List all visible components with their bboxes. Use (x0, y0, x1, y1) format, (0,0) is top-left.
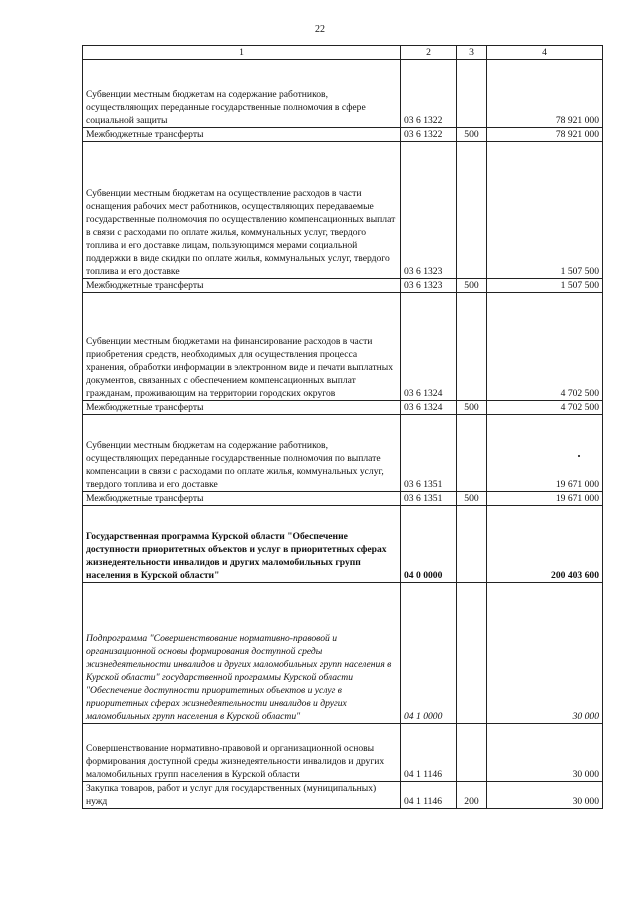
table-header-row (83, 46, 603, 60)
table-row (83, 782, 603, 809)
table-row (83, 293, 603, 401)
column-header-name: 1 (83, 46, 401, 60)
column-header-amount: 4 (487, 46, 603, 60)
row-name: Государственная программа Курской области "Обеспечение доступности приоритетных объектов и услуг в приоритетных сферах жизнедеятельности инвалидов и других маломобильных групп населения в Курской области" (83, 506, 401, 583)
row-type: 200 (457, 782, 487, 809)
row-code: 03 6 1323 (401, 279, 457, 293)
row-amount: 1 507 500 (487, 279, 603, 293)
row-code: 03 6 1351 (401, 492, 457, 506)
row-type (457, 60, 487, 128)
budget-table (82, 45, 603, 809)
row-amount: 30 000 (487, 583, 603, 724)
row-name: Межбюджетные трансферты (83, 279, 401, 293)
column-header-code: 2 (401, 46, 457, 60)
table-row (83, 583, 603, 724)
row-code: 03 6 1351 (401, 415, 457, 492)
row-type: 500 (457, 492, 487, 506)
row-name: Субвенции местным бюджетам на содержание работников, осуществляющих переданные государственные полномочия в сфере социальной защиты (83, 60, 401, 128)
row-name: Субвенции местным бюджетам на осуществление расходов в части оснащения рабочих мест работников, осуществляющих передаваемые государственные полномочия по осуществлению компенсационных выплат в связи с расходами по оплате жилья, коммунальных услуг, твердого топлива и его доставке лицам, пользующимся мерами социальной поддержки в виде скидки по оплате жилья, коммунальных услуг, твердого топлива и его доставке (83, 142, 401, 279)
row-amount: 30 000 (487, 782, 603, 809)
row-amount: 19 671 000 (487, 492, 603, 506)
row-name: Закупка товаров, работ и услуг для государственных (муниципальных) нужд (83, 782, 401, 809)
row-name: Межбюджетные трансферты (83, 492, 401, 506)
row-type (457, 415, 487, 492)
table-row (83, 724, 603, 782)
row-type (457, 142, 487, 279)
table-row (83, 401, 603, 415)
row-code: 03 6 1322 (401, 128, 457, 142)
row-amount: 19 671 000 (487, 415, 603, 492)
row-name: Межбюджетные трансферты (83, 401, 401, 415)
row-code: 04 1 0000 (401, 583, 457, 724)
table-row (83, 142, 603, 279)
row-type (457, 583, 487, 724)
table-row (83, 492, 603, 506)
table-row (83, 60, 603, 128)
row-type (457, 724, 487, 782)
row-name: Совершенствование нормативно-правовой и организационной основы формирования доступной среды жизнедеятельности инвалидов и других маломобильных групп населения в Курской области (83, 724, 401, 782)
row-type: 500 (457, 128, 487, 142)
table-row (83, 506, 603, 583)
row-code: 03 6 1323 (401, 142, 457, 279)
row-type (457, 293, 487, 401)
row-type: 500 (457, 279, 487, 293)
row-amount: 78 921 000 (487, 128, 603, 142)
column-header-type: 3 (457, 46, 487, 60)
row-amount: 78 921 000 (487, 60, 603, 128)
row-amount: 1 507 500 (487, 142, 603, 279)
row-code: 04 1 1146 (401, 724, 457, 782)
table-row (83, 128, 603, 142)
row-amount: 30 000 (487, 724, 603, 782)
scan-mark (578, 455, 580, 457)
table-row (83, 415, 603, 492)
row-code: 04 1 1146 (401, 782, 457, 809)
row-name: Подпрограмма "Совершенствование нормативно-правовой и организационной основы формирования доступной среды жизнедеятельности инвалидов и других маломобильных групп населения в Курской области" государственной программы Курской области "Обеспечение доступности приоритетных объектов и услуг в приоритетных сферах жизнедеятельности инвалидов и других маломобильных групп населения в Курской области" (83, 583, 401, 724)
row-code: 03 6 1324 (401, 401, 457, 415)
row-code: 03 6 1322 (401, 60, 457, 128)
row-amount: 4 702 500 (487, 401, 603, 415)
row-code: 03 6 1324 (401, 293, 457, 401)
row-code: 04 0 0000 (401, 506, 457, 583)
row-name: Субвенции местным бюджетами на финансирование расходов в части приобретения средств, необходимых для осуществления процесса хранения, обработки информации в электронном виде и печати выплатных документов, связанных с обеспечением компенсационных выплат гражданам, проживающим на территории городских округов (83, 293, 401, 401)
row-name: Межбюджетные трансферты (83, 128, 401, 142)
page-number: 22 (315, 24, 325, 35)
row-name: Субвенции местным бюджетам на содержание работников, осуществляющих переданные государственные полномочия по выплате компенсации в связи с расходами по оплате жилья, коммунальных услуг, твердого топлива и его доставке (83, 415, 401, 492)
table-row (83, 279, 603, 293)
row-amount: 200 403 600 (487, 506, 603, 583)
row-amount: 4 702 500 (487, 293, 603, 401)
row-type: 500 (457, 401, 487, 415)
row-type (457, 506, 487, 583)
